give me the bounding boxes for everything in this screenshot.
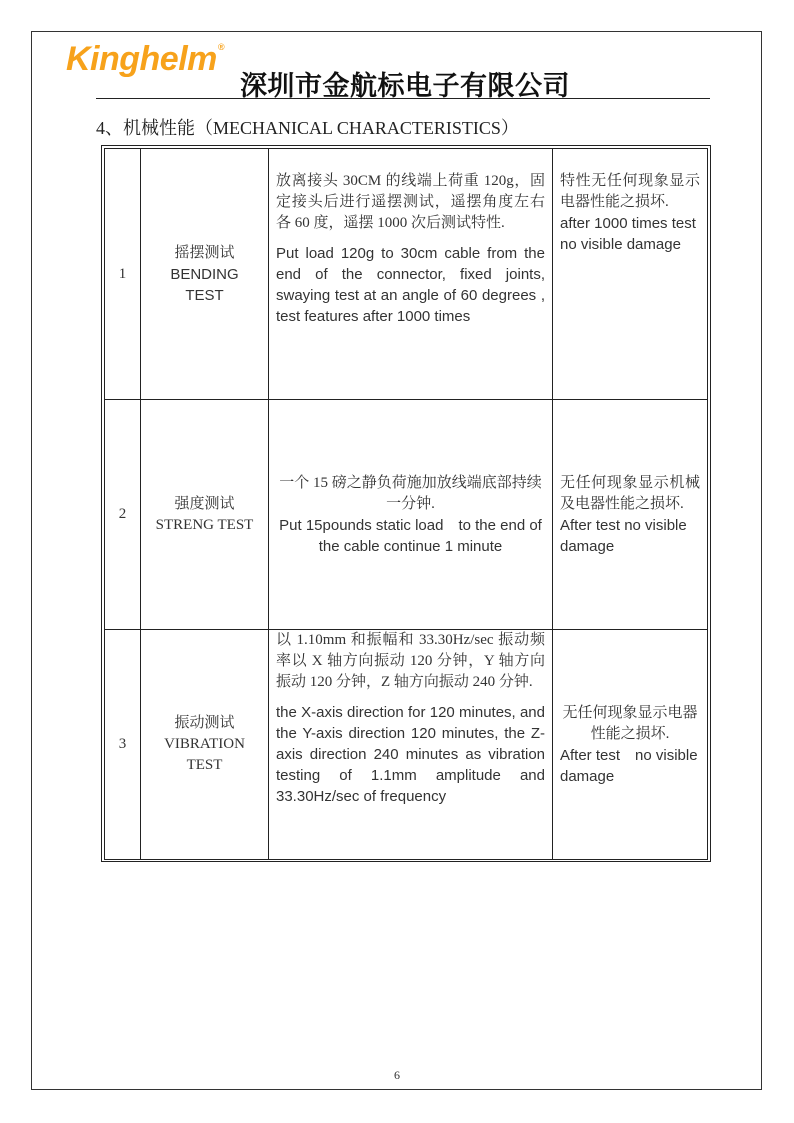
registered-mark-icon: ® (218, 42, 225, 52)
test-result-en: after 1000 times test no visible damage (560, 215, 696, 253)
test-name-en: BENDING (170, 265, 239, 283)
test-condition-cell (269, 630, 553, 860)
test-name-en: TEST (186, 757, 223, 773)
row-number: 2 (105, 400, 141, 630)
test-name-en: VIBRATION (164, 736, 245, 752)
test-name-cell (141, 630, 269, 860)
kinghelm-logo (66, 40, 225, 79)
page-number: 6 (394, 1068, 400, 1082)
test-name-en: STRENG TEST (155, 516, 254, 533)
test-result-cn: 无任何现象显示电器性能之损坏. (562, 704, 698, 742)
table-row (105, 630, 708, 860)
logo-text: Kinghelm (66, 40, 217, 78)
row-number: 1 (105, 149, 141, 400)
table-row (105, 400, 708, 630)
test-name-en: TEST (185, 286, 224, 304)
test-condition-en: Put 15pounds static load to the end of the cable continue 1 minute (279, 516, 542, 555)
test-name-cn: 摇摆测试 (174, 244, 235, 261)
company-name: 深圳市金航标电子有限公司 (240, 71, 570, 102)
test-condition-cell (269, 400, 553, 630)
test-condition-en: the X-axis direction for 120 minutes, and the Y-axis direction 120 minutes, the Z-axis direction 240 minutes as vibration testing of 1.1mm amplitude and 33.30Hz/sec of frequency (276, 704, 545, 805)
test-condition-cell (269, 149, 553, 400)
mechanical-table-grid (104, 148, 708, 860)
table-row (105, 149, 708, 400)
test-result-cn: 特性无任何现象显示电器性能之损坏. (560, 173, 700, 210)
test-result-en: After test no visible damage (560, 516, 687, 555)
test-name-cn: 振动测试 (174, 715, 235, 731)
header-divider (96, 98, 710, 99)
test-result-en: After test no visible damage (560, 746, 698, 785)
test-result-cell (553, 400, 708, 630)
test-condition-cn: 以 1.10mm 和振幅和 33.30Hz/sec 振动频率以 X 轴方向振动 120 分钟，Y 轴方向振动 120 分钟，Z 轴方向振动 240 分钟. (276, 632, 545, 690)
test-result-cell (553, 149, 708, 400)
section-title: 4、机械性能（MECHANICAL CHARACTERISTICS） (96, 118, 519, 138)
test-name-cell (141, 149, 269, 400)
test-condition-en: Put load 120g to 30cm cable from the end of the connector, fixed joints, swaying test at an angle of 60 degrees , test features after 1000 times (276, 245, 545, 325)
test-name-cell (141, 400, 269, 630)
test-result-cn: 无任何现象显示机械及电器性能之损坏. (560, 474, 700, 512)
mechanical-table (101, 145, 711, 862)
test-condition-cn: 放离接头 30CM 的线端上荷重 120g，固定接头后进行遥摆测试，遥摆角度左右各 60 度，遥摆 1000 次后测试特性. (276, 173, 545, 231)
test-result-cell (553, 630, 708, 860)
test-condition-cn: 一个 15 磅之静负荷施加放线端底部持续一分钟. (279, 474, 542, 512)
row-number: 3 (105, 630, 141, 860)
test-name-cn: 强度测试 (174, 495, 235, 512)
